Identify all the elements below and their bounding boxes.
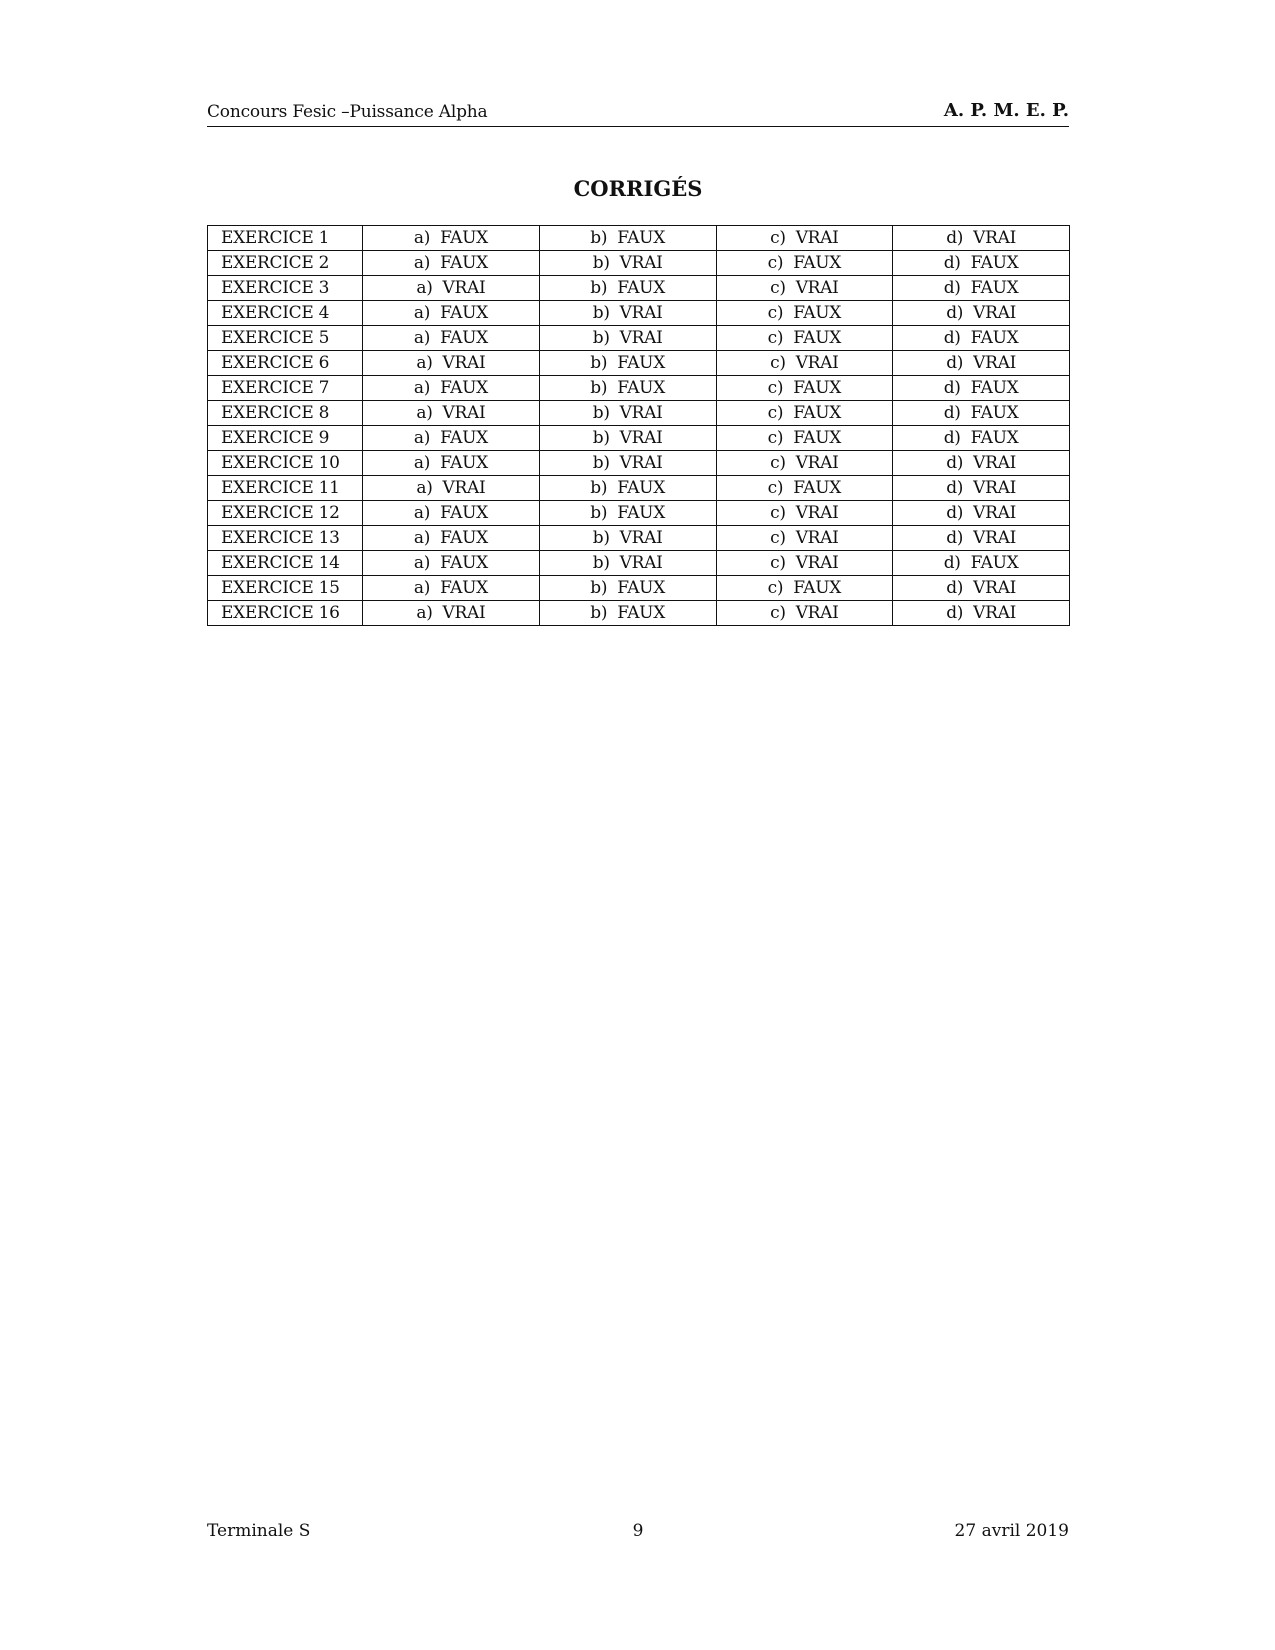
answer-cell-a bbox=[363, 526, 540, 551]
answer-cell-d bbox=[893, 226, 1070, 251]
answer-letter: a) bbox=[413, 378, 431, 398]
answer-value: FAUX bbox=[793, 403, 842, 423]
table-row bbox=[208, 251, 1070, 276]
answer-cell-d bbox=[893, 576, 1070, 601]
answer-letter: a) bbox=[413, 303, 431, 323]
answer-cell-a bbox=[363, 551, 540, 576]
header-left-text: Concours Fesic –Puissance Alpha bbox=[207, 102, 488, 122]
answer-value: VRAI bbox=[973, 353, 1016, 373]
answer-cell-c bbox=[716, 276, 893, 301]
answer-value: FAUX bbox=[617, 378, 666, 398]
answer-value: FAUX bbox=[440, 553, 488, 573]
table-row bbox=[208, 276, 1070, 301]
answer-value: VRAI bbox=[973, 453, 1016, 473]
table-row bbox=[208, 526, 1070, 551]
header-right-text: A. P. M. E. P. bbox=[943, 100, 1069, 121]
answer-cell-c bbox=[716, 376, 893, 401]
answer-value: VRAI bbox=[619, 553, 663, 573]
answer-cell-c bbox=[716, 226, 893, 251]
answer-letter: c) bbox=[770, 278, 786, 298]
footer-date: 27 avril 2019 bbox=[954, 1521, 1069, 1541]
exercise-label: EXERCICE 3 bbox=[208, 276, 363, 301]
answer-letter: c) bbox=[767, 578, 784, 598]
exercise-label: EXERCICE 8 bbox=[208, 401, 363, 426]
answer-cell-c bbox=[716, 601, 893, 626]
answer-value: FAUX bbox=[440, 303, 488, 323]
answer-value: VRAI bbox=[795, 528, 839, 548]
answer-value: FAUX bbox=[440, 253, 488, 273]
answer-value: FAUX bbox=[440, 578, 488, 598]
answer-value: VRAI bbox=[795, 553, 839, 573]
table-row bbox=[208, 301, 1070, 326]
answer-cell-b bbox=[539, 476, 716, 501]
answer-letter: d) bbox=[946, 503, 964, 523]
answer-cell-c bbox=[716, 401, 893, 426]
answer-cell-c bbox=[716, 576, 893, 601]
answer-letter: d) bbox=[946, 528, 964, 548]
answer-value: FAUX bbox=[440, 428, 488, 448]
answer-value: VRAI bbox=[973, 478, 1016, 498]
answer-letter: d) bbox=[946, 228, 964, 248]
answer-letter: b) bbox=[590, 378, 608, 398]
answer-cell-b bbox=[539, 526, 716, 551]
table-row bbox=[208, 501, 1070, 526]
exercise-label: EXERCICE 5 bbox=[208, 326, 363, 351]
exercise-label: EXERCICE 16 bbox=[208, 601, 363, 626]
answer-value: FAUX bbox=[793, 428, 842, 448]
answer-letter: d) bbox=[943, 553, 961, 573]
answer-value: VRAI bbox=[973, 578, 1016, 598]
page-number: 9 bbox=[632, 1521, 644, 1541]
answer-value: FAUX bbox=[793, 378, 842, 398]
answer-letter: c) bbox=[770, 353, 786, 373]
answer-letter: c) bbox=[770, 228, 786, 248]
answer-value: FAUX bbox=[617, 228, 666, 248]
answer-cell-a bbox=[363, 276, 540, 301]
answer-cell-c bbox=[716, 301, 893, 326]
answer-letter: b) bbox=[590, 228, 608, 248]
table-row bbox=[208, 376, 1070, 401]
answer-cell-a bbox=[363, 426, 540, 451]
answer-cell-b bbox=[539, 426, 716, 451]
answer-cell-c bbox=[716, 326, 893, 351]
answer-cell-d bbox=[893, 376, 1070, 401]
answer-letter: b) bbox=[590, 478, 608, 498]
answer-value: FAUX bbox=[440, 378, 488, 398]
answer-cell-b bbox=[539, 301, 716, 326]
answer-letter: b) bbox=[592, 428, 610, 448]
answer-value: FAUX bbox=[793, 303, 842, 323]
answer-letter: c) bbox=[770, 553, 786, 573]
answer-cell-d bbox=[893, 426, 1070, 451]
answer-letter: a) bbox=[416, 278, 433, 298]
answer-letter: d) bbox=[946, 453, 964, 473]
exercise-label: EXERCICE 10 bbox=[208, 451, 363, 476]
answer-cell-b bbox=[539, 501, 716, 526]
answer-letter: b) bbox=[592, 553, 610, 573]
answer-cell-d bbox=[893, 326, 1070, 351]
answer-cell-b bbox=[539, 251, 716, 276]
answer-letter: b) bbox=[592, 403, 610, 423]
answer-cell-b bbox=[539, 226, 716, 251]
answer-cell-a bbox=[363, 401, 540, 426]
answer-cell-b bbox=[539, 551, 716, 576]
answer-value: FAUX bbox=[793, 478, 842, 498]
answer-cell-b bbox=[539, 276, 716, 301]
answer-cell-a bbox=[363, 601, 540, 626]
table-row bbox=[208, 476, 1070, 501]
answer-value: FAUX bbox=[970, 378, 1019, 398]
answer-cell-d bbox=[893, 501, 1070, 526]
answer-value: FAUX bbox=[617, 478, 666, 498]
answer-value: FAUX bbox=[440, 528, 488, 548]
table-row bbox=[208, 326, 1070, 351]
answer-cell-a bbox=[363, 351, 540, 376]
answer-cell-d bbox=[893, 351, 1070, 376]
answer-letter: b) bbox=[590, 278, 608, 298]
answer-cell-a bbox=[363, 451, 540, 476]
answer-cell-a bbox=[363, 301, 540, 326]
answer-letter: d) bbox=[946, 603, 964, 623]
answer-cell-a bbox=[363, 251, 540, 276]
answer-letter: b) bbox=[592, 453, 610, 473]
answer-cell-b bbox=[539, 376, 716, 401]
exercise-label: EXERCICE 7 bbox=[208, 376, 363, 401]
answer-cell-c bbox=[716, 251, 893, 276]
table-row bbox=[208, 426, 1070, 451]
table-row bbox=[208, 351, 1070, 376]
answer-value: FAUX bbox=[793, 578, 842, 598]
answer-value: FAUX bbox=[440, 453, 488, 473]
answer-value: VRAI bbox=[442, 603, 486, 623]
answers-table bbox=[207, 225, 1070, 626]
answer-letter: d) bbox=[946, 353, 964, 373]
answer-cell-d bbox=[893, 551, 1070, 576]
answer-letter: b) bbox=[590, 353, 608, 373]
answer-value: VRAI bbox=[795, 503, 839, 523]
answer-letter: c) bbox=[770, 503, 786, 523]
table-row bbox=[208, 451, 1070, 476]
answer-letter: c) bbox=[770, 453, 786, 473]
answer-value: VRAI bbox=[442, 478, 486, 498]
answer-letter: b) bbox=[590, 503, 608, 523]
answer-value: FAUX bbox=[970, 428, 1019, 448]
answer-cell-d bbox=[893, 601, 1070, 626]
answer-value: VRAI bbox=[619, 428, 663, 448]
exercise-label: EXERCICE 4 bbox=[208, 301, 363, 326]
answer-letter: d) bbox=[943, 403, 961, 423]
answer-letter: c) bbox=[770, 528, 786, 548]
answer-value: FAUX bbox=[970, 278, 1019, 298]
table-row bbox=[208, 601, 1070, 626]
answer-value: FAUX bbox=[440, 328, 488, 348]
exercise-label: EXERCICE 12 bbox=[208, 501, 363, 526]
answer-cell-d bbox=[893, 401, 1070, 426]
answer-letter: d) bbox=[943, 378, 961, 398]
answer-value: FAUX bbox=[970, 553, 1019, 573]
exercise-label: EXERCICE 15 bbox=[208, 576, 363, 601]
answer-cell-a bbox=[363, 576, 540, 601]
exercise-label: EXERCICE 2 bbox=[208, 251, 363, 276]
answer-value: VRAI bbox=[973, 503, 1016, 523]
answer-cell-a bbox=[363, 376, 540, 401]
answer-cell-a bbox=[363, 326, 540, 351]
answer-value: FAUX bbox=[440, 228, 488, 248]
answer-cell-d bbox=[893, 301, 1070, 326]
page-header bbox=[207, 98, 1069, 127]
answer-letter: c) bbox=[767, 428, 784, 448]
answer-value: FAUX bbox=[970, 253, 1019, 273]
answers-table-body bbox=[208, 226, 1070, 626]
answer-value: VRAI bbox=[442, 403, 486, 423]
answer-value: FAUX bbox=[793, 253, 842, 273]
answer-value: VRAI bbox=[619, 253, 663, 273]
exercise-label: EXERCICE 14 bbox=[208, 551, 363, 576]
answer-value: VRAI bbox=[795, 353, 839, 373]
answer-letter: a) bbox=[413, 528, 431, 548]
answer-value: VRAI bbox=[619, 528, 663, 548]
answer-value: FAUX bbox=[617, 278, 666, 298]
answer-letter: b) bbox=[592, 528, 610, 548]
answer-letter: a) bbox=[413, 328, 431, 348]
footer-left-text: Terminale S bbox=[207, 1521, 311, 1541]
answer-cell-c bbox=[716, 501, 893, 526]
answer-letter: c) bbox=[767, 253, 784, 273]
answer-value: VRAI bbox=[795, 603, 839, 623]
answer-cell-c bbox=[716, 451, 893, 476]
answer-letter: b) bbox=[590, 578, 608, 598]
exercise-label: EXERCICE 1 bbox=[208, 226, 363, 251]
table-row bbox=[208, 226, 1070, 251]
answer-value: VRAI bbox=[619, 328, 663, 348]
page-footer bbox=[207, 1521, 1069, 1545]
answer-value: FAUX bbox=[970, 328, 1019, 348]
answer-cell-c bbox=[716, 426, 893, 451]
answer-value: VRAI bbox=[442, 353, 486, 373]
answer-letter: a) bbox=[413, 578, 431, 598]
answer-cell-b bbox=[539, 351, 716, 376]
answer-letter: a) bbox=[413, 503, 431, 523]
answer-letter: d) bbox=[943, 278, 961, 298]
answer-value: FAUX bbox=[617, 503, 666, 523]
answer-letter: a) bbox=[416, 603, 433, 623]
answer-cell-c bbox=[716, 526, 893, 551]
answer-letter: a) bbox=[413, 253, 431, 273]
answer-letter: b) bbox=[592, 253, 610, 273]
answer-letter: a) bbox=[416, 478, 433, 498]
answer-value: VRAI bbox=[795, 453, 839, 473]
exercise-label: EXERCICE 9 bbox=[208, 426, 363, 451]
answer-letter: d) bbox=[943, 253, 961, 273]
answer-value: VRAI bbox=[619, 403, 663, 423]
table-row bbox=[208, 551, 1070, 576]
answer-letter: b) bbox=[590, 603, 608, 623]
answer-cell-a bbox=[363, 476, 540, 501]
answer-letter: a) bbox=[413, 453, 431, 473]
answer-value: VRAI bbox=[442, 278, 486, 298]
answer-letter: c) bbox=[767, 403, 784, 423]
answer-value: VRAI bbox=[619, 303, 663, 323]
exercise-label: EXERCICE 13 bbox=[208, 526, 363, 551]
answer-cell-b bbox=[539, 401, 716, 426]
answer-letter: a) bbox=[413, 428, 431, 448]
answer-letter: a) bbox=[413, 228, 431, 248]
answer-value: VRAI bbox=[973, 603, 1016, 623]
answer-value: VRAI bbox=[795, 278, 839, 298]
table-row bbox=[208, 401, 1070, 426]
answer-cell-a bbox=[363, 501, 540, 526]
answer-cell-d bbox=[893, 451, 1070, 476]
answer-value: FAUX bbox=[617, 353, 666, 373]
answer-cell-c bbox=[716, 551, 893, 576]
answer-letter: c) bbox=[770, 603, 786, 623]
answer-cell-c bbox=[716, 351, 893, 376]
page-title: CORRIGÉS bbox=[573, 176, 703, 201]
answer-value: FAUX bbox=[617, 578, 666, 598]
answer-value: FAUX bbox=[440, 503, 488, 523]
answer-cell-b bbox=[539, 601, 716, 626]
answer-value: VRAI bbox=[973, 228, 1016, 248]
answer-cell-a bbox=[363, 226, 540, 251]
answer-letter: d) bbox=[946, 478, 964, 498]
answer-value: FAUX bbox=[617, 603, 666, 623]
answer-letter: d) bbox=[943, 428, 961, 448]
answer-letter: d) bbox=[946, 303, 964, 323]
answer-letter: b) bbox=[592, 328, 610, 348]
answer-value: FAUX bbox=[970, 403, 1019, 423]
answer-cell-d bbox=[893, 476, 1070, 501]
exercise-label: EXERCICE 6 bbox=[208, 351, 363, 376]
answer-letter: d) bbox=[943, 328, 961, 348]
exercise-label: EXERCICE 11 bbox=[208, 476, 363, 501]
answer-value: VRAI bbox=[619, 453, 663, 473]
answer-letter: c) bbox=[767, 378, 784, 398]
answer-cell-d bbox=[893, 251, 1070, 276]
answer-letter: b) bbox=[592, 303, 610, 323]
answer-cell-d bbox=[893, 276, 1070, 301]
answer-letter: c) bbox=[767, 478, 784, 498]
answer-value: VRAI bbox=[973, 528, 1016, 548]
answer-letter: c) bbox=[767, 303, 784, 323]
answer-letter: a) bbox=[413, 553, 431, 573]
table-row bbox=[208, 576, 1070, 601]
answer-cell-c bbox=[716, 476, 893, 501]
answer-cell-b bbox=[539, 576, 716, 601]
answer-letter: c) bbox=[767, 328, 784, 348]
answer-letter: a) bbox=[416, 403, 433, 423]
answer-letter: a) bbox=[416, 353, 433, 373]
answer-value: VRAI bbox=[973, 303, 1016, 323]
answer-value: VRAI bbox=[795, 228, 839, 248]
answer-cell-b bbox=[539, 326, 716, 351]
answer-cell-b bbox=[539, 451, 716, 476]
answer-value: FAUX bbox=[793, 328, 842, 348]
answer-letter: d) bbox=[946, 578, 964, 598]
answer-cell-d bbox=[893, 526, 1070, 551]
